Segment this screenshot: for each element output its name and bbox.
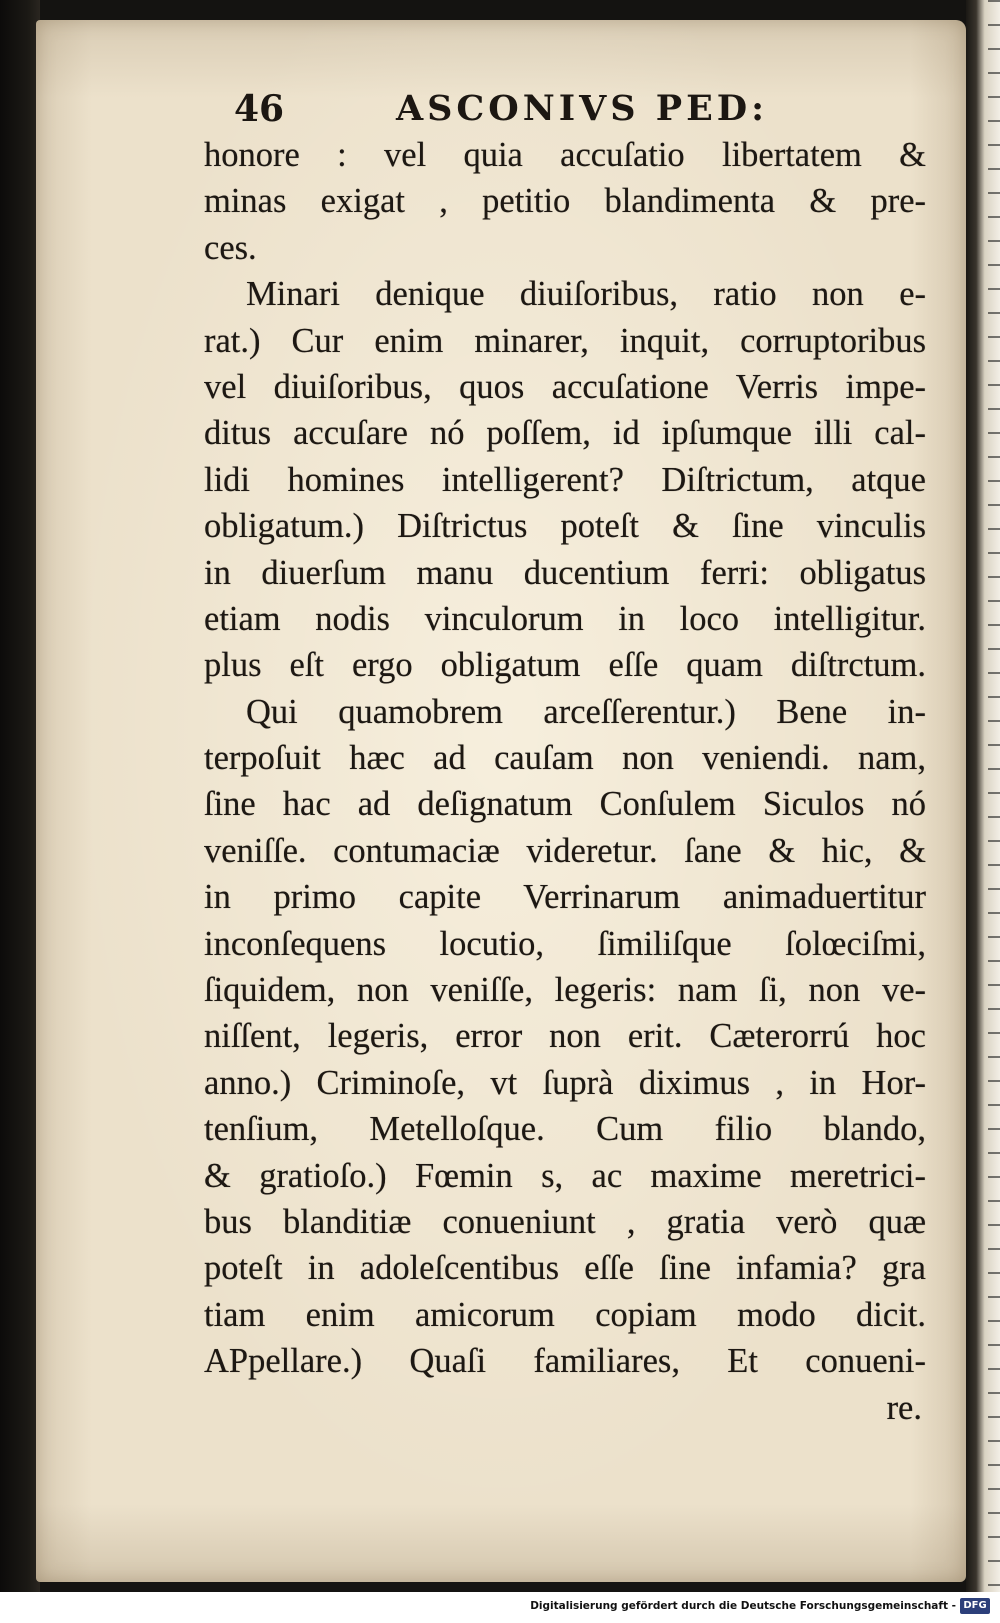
funding-credit: Digitalisierung gefördert durch die Deutsche Forschungsgemeinschaft - [530,1600,956,1612]
page-header [204,88,924,138]
text-line: Minari denique diuiſoribus, ratio non e- [246,275,926,314]
text-line: terpoſuit hæc ad cauſam non veniendi. nam, [204,739,926,778]
text-line: in diuerſum manu ducentium ferri: obligatus [204,553,926,592]
text-line: ces. [204,228,257,267]
text-line: obligatum.) Diſtrictus poteſt & ſine vinculis [204,507,926,546]
text-line: APpellare.) Quaſi familiares, Et conueni- [204,1342,926,1381]
text-line: ſiquidem, non veniſſe, legeris: nam ſi, non ve- [204,971,926,1010]
scan-ruler [988,0,1000,1590]
text-line: plus eſt ergo obligatum eſſe quam diſtrctum. [204,646,926,685]
text-line: inconſequens locutio, ſimiliſque ſolœciſmi, [204,924,926,963]
text-line: Qui quamobrem arceſſerentur.) Bene in- [246,692,926,731]
text-line: rat.) Cur enim minarer, inquit, corruptoribus [204,321,926,360]
text-line: ſine hac ad deſignatum Conſulem Siculos nó [204,785,926,824]
text-line: tenſium, Metelloſque. Cum filio blando, [204,1110,926,1149]
text-line: honore : vel quia accuſatio libertatem & [204,136,926,174]
text-line: niſſent, legeris, error non erit. Cæterorrú hoc [204,1017,926,1056]
text-line: tiam enim amicorum copiam modo dicit. [204,1295,926,1334]
text-line: & gratioſo.) Fœmin s, ac maxime meretrici- [204,1156,926,1195]
dfg-logo: DFG [960,1598,990,1614]
text-line: in primo capite Verrinarum animaduertitur [204,878,926,917]
text-line: poteſt in adoleſcentibus eſſe ſine infamia? gra [204,1249,926,1288]
text-line: ditus accuſare nó poſſem, id ipſumque illi cal- [204,414,926,453]
text-line: etiam nodis vinculorum in loco intelligitur. [204,599,926,638]
page-text [204,132,926,1431]
running-head: ASCONIVS PED: [396,88,769,129]
page-number: 46 [234,88,285,130]
text-line: veniſſe. contumaciæ videretur. ſane & hic, & [204,831,926,870]
text-line: vel diuiſoribus, quos accuſatione Verris impe- [204,367,926,406]
text-line: lidi homines intelligerent? Diſtrictum, atque [204,460,926,499]
text-line: minas exigat , petitio blandimenta & pre- [204,182,926,221]
catchword: re. [886,1388,922,1427]
digitization-footer [0,1592,1000,1623]
gutter-shadow [0,0,40,1623]
text-line: bus blanditiæ conueniunt , gratia verò quæ [204,1202,926,1241]
text-line: anno.) Criminoſe, vt ſuprà diximus , in Hor- [204,1063,926,1102]
